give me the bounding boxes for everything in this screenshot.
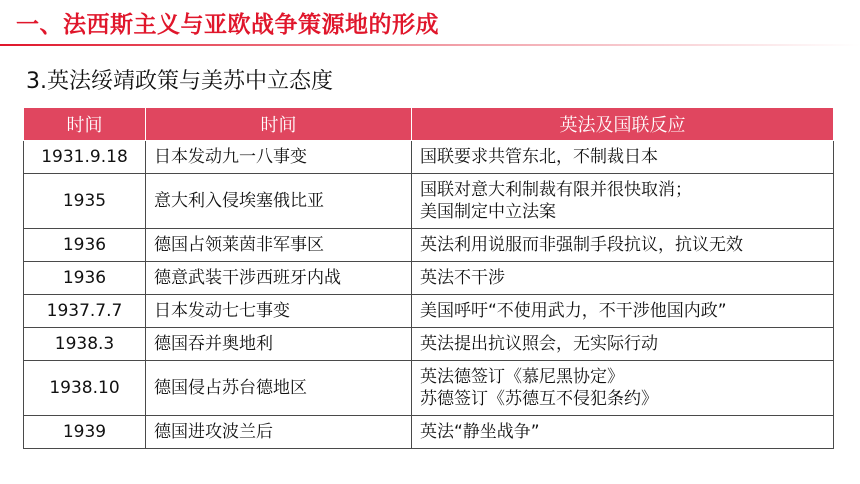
event-cell: 意大利入侵埃塞俄比亚 <box>146 174 412 229</box>
response-cell <box>412 229 834 262</box>
response-line: 美国制定中立法案 <box>420 202 556 222</box>
event-cell: 德国吞并奥地利 <box>146 328 412 361</box>
column-header-event: 时间 <box>146 108 412 141</box>
event-cell: 德国侵占苏台德地区 <box>146 361 412 416</box>
response-line: 英法提出抗议照会，无实际行动 <box>420 334 658 354</box>
time-cell: 1936 <box>24 229 146 262</box>
time-cell: 1935 <box>24 174 146 229</box>
event-cell: 日本发动七七事变 <box>146 295 412 328</box>
event-cell: 德国占领莱茵非军事区 <box>146 229 412 262</box>
event-cell: 德国进攻波兰后 <box>146 416 412 449</box>
section-heading: 一、法西斯主义与亚欧战争策源地的形成 <box>16 12 439 38</box>
time-cell: 1937.7.7 <box>24 295 146 328</box>
table-row <box>24 174 834 229</box>
heading-divider <box>0 44 860 46</box>
response-cell <box>412 361 834 416</box>
table-row <box>24 141 834 174</box>
column-header-time: 时间 <box>24 108 146 141</box>
sub-heading: 3.英法绥靖政策与美苏中立态度 <box>26 69 333 94</box>
response-cell <box>412 328 834 361</box>
response-line: 英法不干涉 <box>420 268 505 288</box>
response-line: 国联要求共管东北，不制裁日本 <box>420 147 658 167</box>
table-row <box>24 262 834 295</box>
response-cell <box>412 416 834 449</box>
response-cell <box>412 174 834 229</box>
event-cell: 日本发动九一八事变 <box>146 141 412 174</box>
event-cell: 德意武装干涉西班牙内战 <box>146 262 412 295</box>
table-row <box>24 328 834 361</box>
response-line: 苏德签订《苏德互不侵犯条约》 <box>420 389 658 409</box>
table-row <box>24 416 834 449</box>
response-line: 英法利用说服而非强制手段抗议，抗议无效 <box>420 235 743 255</box>
response-line: 英法德签订《慕尼黑协定》 <box>420 367 624 387</box>
response-line: 国联对意大利制裁有限并很快取消； <box>420 180 692 200</box>
response-cell <box>412 262 834 295</box>
policy-table <box>23 107 834 449</box>
time-cell: 1938.10 <box>24 361 146 416</box>
table-row <box>24 295 834 328</box>
table-header-row <box>24 108 834 141</box>
response-cell <box>412 295 834 328</box>
response-cell <box>412 141 834 174</box>
time-cell: 1939 <box>24 416 146 449</box>
time-cell: 1936 <box>24 262 146 295</box>
response-line: 美国呼吁“不使用武力，不干涉他国内政” <box>420 301 727 321</box>
table-row <box>24 361 834 416</box>
table-row <box>24 229 834 262</box>
time-cell: 1931.9.18 <box>24 141 146 174</box>
column-header-response: 英法及国联反应 <box>412 108 834 141</box>
response-line: 英法“静坐战争” <box>420 422 540 442</box>
time-cell: 1938.3 <box>24 328 146 361</box>
